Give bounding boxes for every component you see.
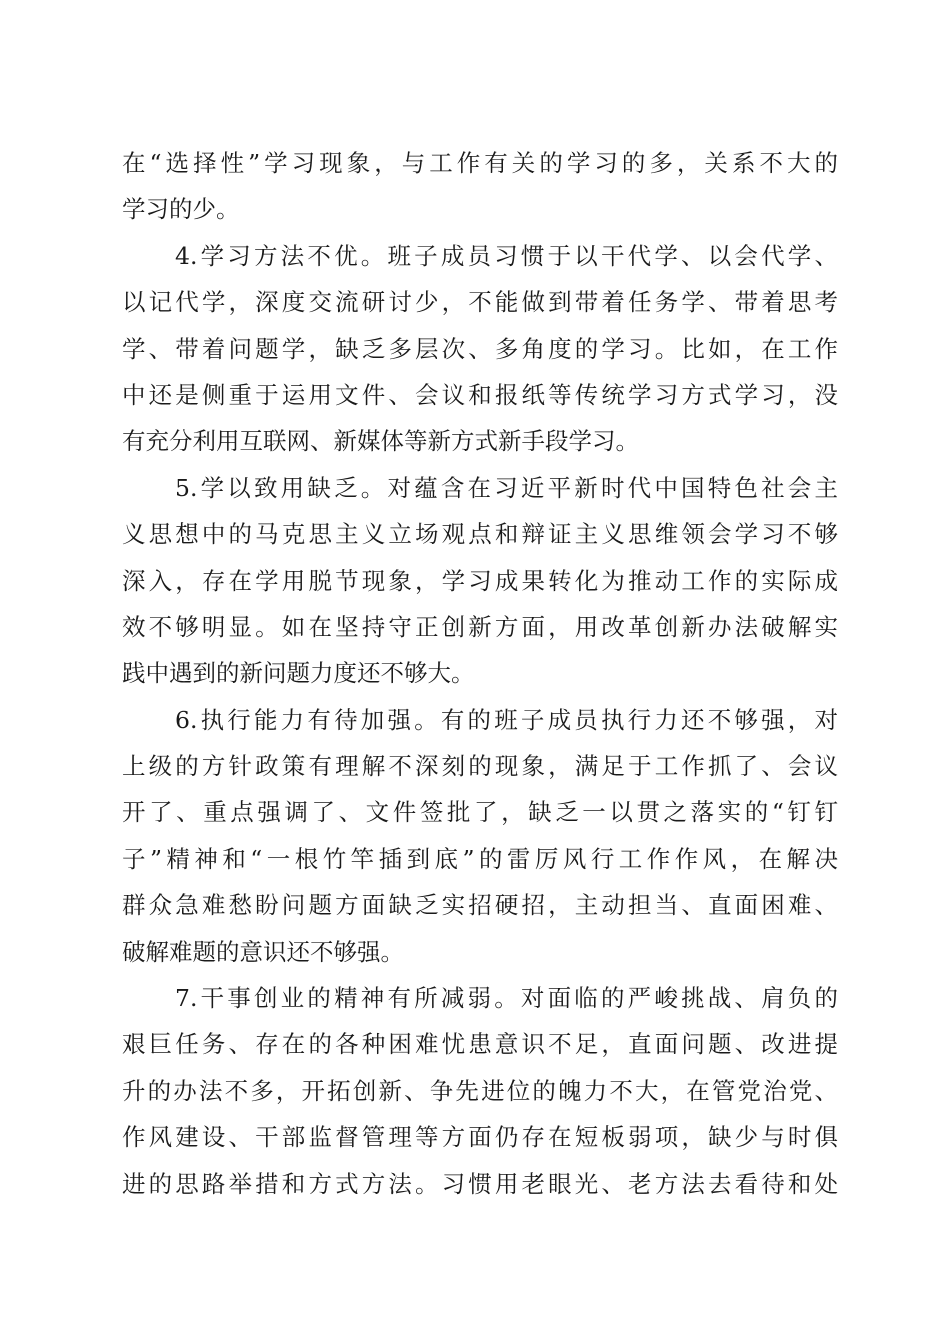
text-line: 上级的方针政策有理解不深刻的现象，满足于工作抓了、会议	[122, 752, 838, 781]
text-line: 4.学习方法不优。班子成员习惯于以干代学、以会代学、	[175, 241, 838, 270]
text-line: 升的办法不多，开拓创新、争先进位的魄力不大，在管党治党、	[122, 1076, 838, 1105]
text-line: 艰巨任务、存在的各种困难忧患意识不足，直面问题、改进提	[122, 1030, 838, 1059]
text-line: 群众急难愁盼问题方面缺乏实招硬招，主动担当、直面困难、	[122, 891, 838, 920]
text-line: 7.干事创业的精神有所减弱。对面临的严峻挑战、肩负的	[175, 984, 838, 1013]
text-line: 破解难题的意识还不够强。	[122, 937, 404, 966]
text-line: 6.执行能力有待加强。有的班子成员执行力还不够强，对	[175, 705, 838, 734]
text-line: 深入，存在学用脱节现象，学习成果转化为推动工作的实际成	[122, 566, 838, 595]
text-line: 进的思路举措和方式方法。习惯用老眼光、老方法去看待和处	[122, 1169, 838, 1198]
text-line: 践中遇到的新问题力度还不够大。	[122, 659, 475, 688]
text-line: 效不够明显。如在坚持守正创新方面，用改革创新办法破解实	[122, 612, 838, 641]
text-line: 学、带着问题学，缺乏多层次、多角度的学习。比如，在工作	[122, 334, 838, 363]
text-line: 中还是侧重于运用文件、会议和报纸等传统学习方式学习，没	[122, 380, 838, 409]
text-line: 有充分利用互联网、新媒体等新方式新手段学习。	[122, 427, 639, 456]
text-line: 以记代学，深度交流研讨少，不能做到带着任务学、带着思考	[122, 288, 838, 317]
text-line: 开了、重点强调了、文件签批了，缺乏一以贯之落实的“钉钉	[122, 798, 838, 827]
text-line: 子”精神和“一根竹竿插到底”的雷厉风行工作作风，在解决	[122, 844, 838, 873]
text-line: 在“选择性”学习现象，与工作有关的学习的多，关系不大的	[122, 149, 838, 177]
text-line: 5.学以致用缺乏。对蕴含在习近平新时代中国特色社会主	[175, 473, 838, 502]
text-line: 义思想中的马克思主义立场观点和辩证主义思维领会学习不够	[122, 520, 838, 549]
text-line: 作风建设、干部监督管理等方面仍存在短板弱项，缺少与时俱	[122, 1123, 838, 1152]
document-body	[122, 140, 838, 1207]
text-line: 学习的少。	[122, 195, 240, 224]
